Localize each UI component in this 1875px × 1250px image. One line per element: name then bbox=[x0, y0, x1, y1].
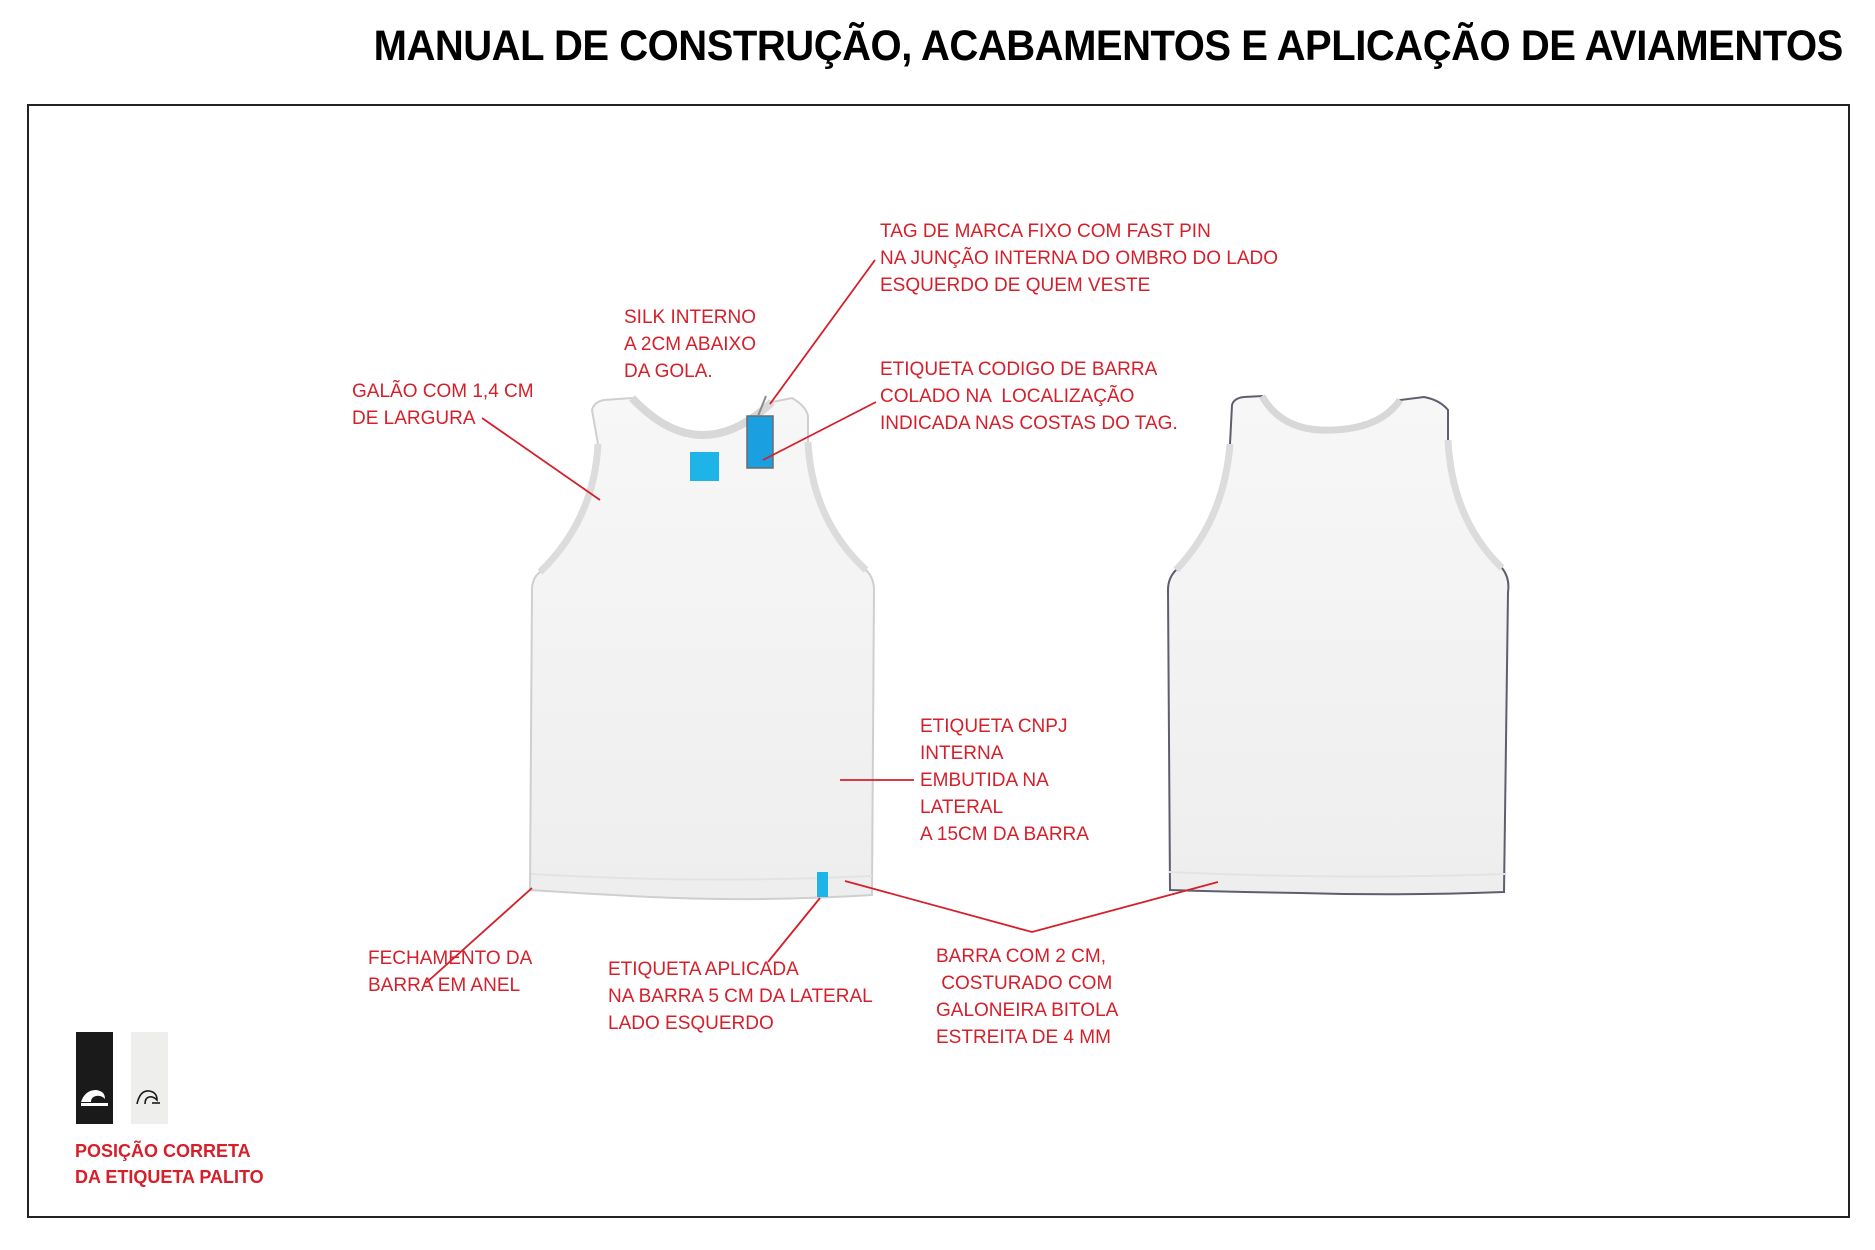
annotation-galao: GALÃO COM 1,4 CM DE LARGURA bbox=[352, 381, 534, 429]
annotation-tag-marca: TAG DE MARCA FIXO COM FAST PIN NA JUNÇÃO INTERNA DO OMBRO DO LADO ESQUERDO DE QUEM VESTE bbox=[880, 221, 1278, 296]
etiqueta-aplicada-marker bbox=[817, 872, 828, 897]
legend-caption: POSIÇÃO CORRETA DA ETIQUETA PALITO bbox=[75, 1141, 264, 1187]
etiqueta-palito-preta bbox=[76, 1032, 113, 1124]
page-title: MANUAL DE CONSTRUÇÃO, ACABAMENTOS E APLICAÇÃO DE AVIAMENTOS bbox=[373, 22, 1843, 70]
tank-top-back bbox=[1168, 396, 1508, 894]
annotation-fechamento: FECHAMENTO DA BARRA EM ANEL bbox=[368, 948, 533, 996]
etiqueta-palito-legend bbox=[74, 1030, 170, 1126]
silk-interno-marker bbox=[690, 452, 719, 481]
tag-marca-marker bbox=[747, 416, 773, 468]
annotation-barra: BARRA COM 2 CM, COSTURADO COM GALONEIRA BITOLA ESTREITA DE 4 MM bbox=[936, 946, 1119, 1048]
annotation-etiqueta-aplicada: ETIQUETA APLICADA NA BARRA 5 CM DA LATERAL LADO ESQUERDO bbox=[608, 959, 873, 1034]
etiqueta-palito-branca bbox=[131, 1032, 168, 1124]
tank-top-front bbox=[530, 396, 874, 899]
annotation-silk-interno: SILK INTERNO A 2CM ABAIXO DA GOLA. bbox=[624, 307, 756, 382]
annotation-cnpj: ETIQUETA CNPJ INTERNA EMBUTIDA NA LATERAL A 15CM DA BARRA bbox=[920, 716, 1089, 845]
annotation-codigo-barra: ETIQUETA CODIGO DE BARRA COLADO NA LOCALIZAÇÃO INDICADA NAS COSTAS DO TAG. bbox=[880, 359, 1178, 434]
